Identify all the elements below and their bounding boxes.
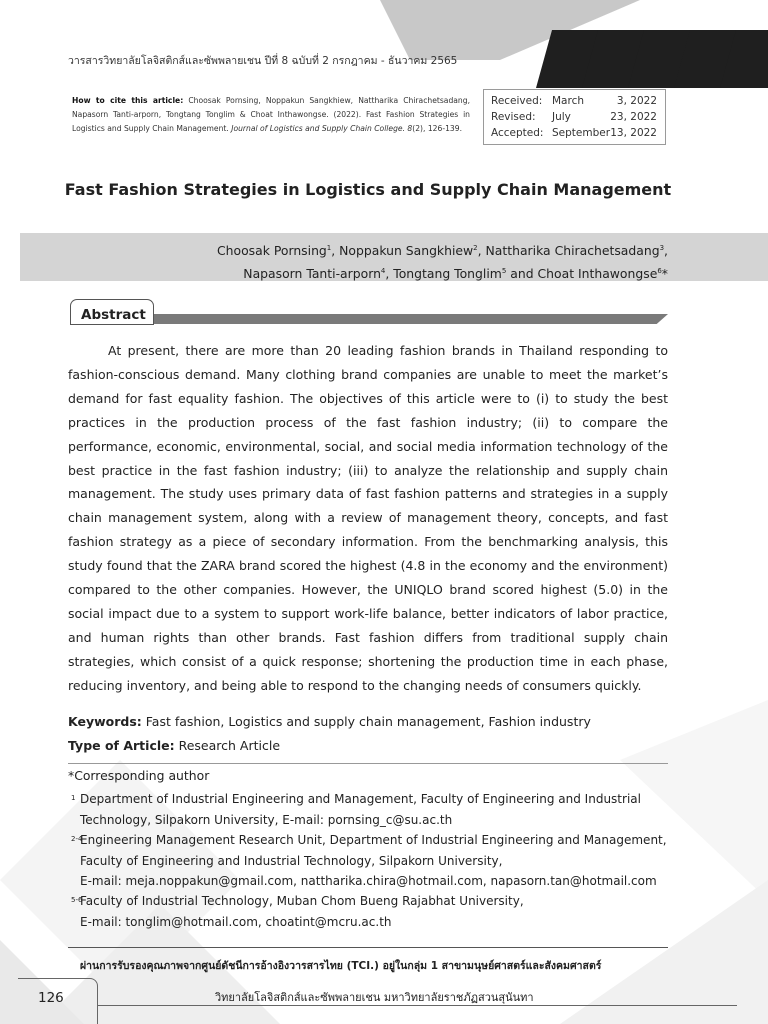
date-received (491, 93, 657, 109)
abstract-rule (154, 314, 668, 324)
date-day: 3, 2022 (616, 95, 657, 107)
author-name: , Nattharika Chirachetsadang (477, 243, 660, 259)
author-list (217, 238, 668, 284)
author-line-1: Choosak Pornsing$^1$, Noppakun Sangkhiew$^2$, Nattharika Chirachetsadang$^3$, (217, 243, 668, 259)
date-month: March (552, 95, 585, 107)
date-day: 13, 2022 (610, 127, 657, 139)
citation-block (72, 94, 470, 136)
citation-text: Choosak Pornsing, Noppakun Sangkhiew, Nattharika Chirachetsadang, Napasorn Tanti-arporn, Tongtang Tonglim & Choat Inthawongse. (2022). Fast Fashion Strategies in Logistics and Supply Chain Management. (72, 96, 470, 133)
author-name: Napasorn Tanti-arporn (243, 266, 381, 282)
author-name: , Noppakun Sangkhiew (331, 243, 474, 259)
affiliation-line: Technology, Silpakorn University, E-mail: pornsing_c@su.ac.th (80, 812, 453, 827)
keywords-value: Fast fashion, Logistics and supply chain management, Fashion industry (145, 714, 591, 729)
affiliation-line: E-mail: tonglim@hotmail.com, choatint@mcru.ac.th (80, 914, 392, 929)
citation-volume: 8 (407, 124, 413, 133)
author-affiliation-mark: 4 (380, 267, 386, 276)
date-label: Accepted: (491, 127, 544, 139)
abstract-heading: Abstract (70, 299, 154, 325)
article-type (68, 734, 280, 758)
affiliation-2 (68, 830, 667, 892)
corresponding-star: * (661, 266, 668, 282)
author-affiliation-mark: 3 (659, 244, 665, 252)
citation-issue-pages: (2), 126-139. (412, 124, 462, 133)
date-accepted (491, 125, 657, 141)
affiliation-line: Faculty of Industrial Technology, Muban Chom Bueng Rajabhat University, (80, 894, 524, 908)
affiliation-1 (68, 789, 641, 830)
affiliation-line: Faculty of Engineering and Industrial Technology, Silpakorn University, (80, 853, 503, 868)
bottom-deco-5 (560, 880, 768, 1024)
date-month: July (552, 111, 571, 123)
citation-label: How to cite this article: (72, 96, 184, 105)
author-line-2 (217, 261, 668, 284)
article-type-value: Research Article (178, 738, 281, 753)
article-type-label: Type of Article: (68, 738, 175, 753)
date-label: Received: (491, 95, 543, 107)
page-number: 126 (38, 990, 64, 1006)
date-label: Revised: (491, 111, 536, 123)
divider (68, 947, 668, 948)
affiliation-line: E-mail: meja.noppakun@gmail.com, nattharika.chira@hotmail.com, napasorn.tan@hotmail.com (80, 874, 657, 888)
affiliation-mark: 2-4 (71, 835, 83, 843)
author-affiliation-mark: 5 (501, 267, 507, 276)
author-affiliation-mark: 1 (326, 244, 332, 252)
affiliation-3 (68, 891, 524, 932)
author-affiliation-mark: 6 (657, 267, 662, 276)
affiliation-line: Department of Industrial Engineering and Management, Faculty of Engineering and Industrial (80, 792, 641, 806)
keywords (68, 710, 591, 734)
footer-text: วิทยาลัยโลจิสติกส์และซัพพลายเชน มหาวิทยาลัยราชภัฏสวนสุนันทา (215, 991, 534, 1004)
abstract-underline (70, 324, 154, 325)
journal-header: วารสารวิทยาลัยโลจิสติกส์และซัพพลายเชน ปีที่ 8 ฉบับที่ 2 กรกฎาคม - ธันวาคม 2565 (68, 55, 458, 67)
author-name: Choosak Pornsing (217, 243, 327, 259)
date-month: September (552, 127, 611, 139)
dates-box (483, 89, 666, 145)
citation-journal: Journal of Logistics and Supply Chain College. (231, 124, 405, 133)
date-revised (491, 109, 657, 125)
divider (68, 763, 668, 764)
tci-certification-note: ผ่านการรับรองคุณภาพจากศูนย์ดัชนีการอ้างอิงวารสารไทย (TCI.) อยู่ในกลุ่ม 1 สาขามนุษย์ศาสตร์และสังคมศาสตร์ (80, 960, 602, 972)
keywords-label: Keywords: (68, 714, 142, 729)
abstract-text: At present, there are more than 20 leading fashion brands in Thailand responding to fashion-conscious demand. Many clothing brand companies are unable to meet the market’s demand for fast equality fashion. The objectives of this article were to (i) to study the best practices in the production process of the fast fashion industry; (ii) to compare the performance, economic, environmental, social, and social media information technology of the best practice in the fast fashion industry; (iii) to analyze the relationship and supply chain management. The study uses primary data of fast fashion patterns and strategies in a supply chain management system, along with a review of management theory, concepts, and fast fashion strategy as a piece of secondary information. From the benchmarking analysis, this study found that the ZARA brand scored the highest (4.8 in the economy and the environment) compared to the other companies. However, the UNIQLO brand scored highest (5.0) in the social impact due to a system to support work-life balance, better indicators of labor practice, and human rights than other brands. Fast fashion differs from traditional supply chain strategies, which consist of a quick response; shortening the production time in each phase, reducing inventory, and being able to respond to the changing needs of consumers quickly. (68, 343, 668, 693)
date-day: 23, 2022 (610, 111, 657, 123)
author-affiliation-mark: 2 (473, 244, 478, 252)
affiliation-mark: 5-6 (71, 896, 83, 904)
author-name: , Tongtang Tonglim (385, 266, 502, 282)
paper-title: Fast Fashion Strategies in Logistics and Supply Chain Management (64, 180, 672, 199)
affiliation-line: Engineering Management Research Unit, Department of Industrial Engineering and Management, (80, 833, 667, 847)
author-name: and Choat Inthawongse (506, 266, 658, 282)
corresponding-note: *Corresponding author (68, 768, 210, 783)
affiliation-mark: 1 (71, 794, 76, 802)
